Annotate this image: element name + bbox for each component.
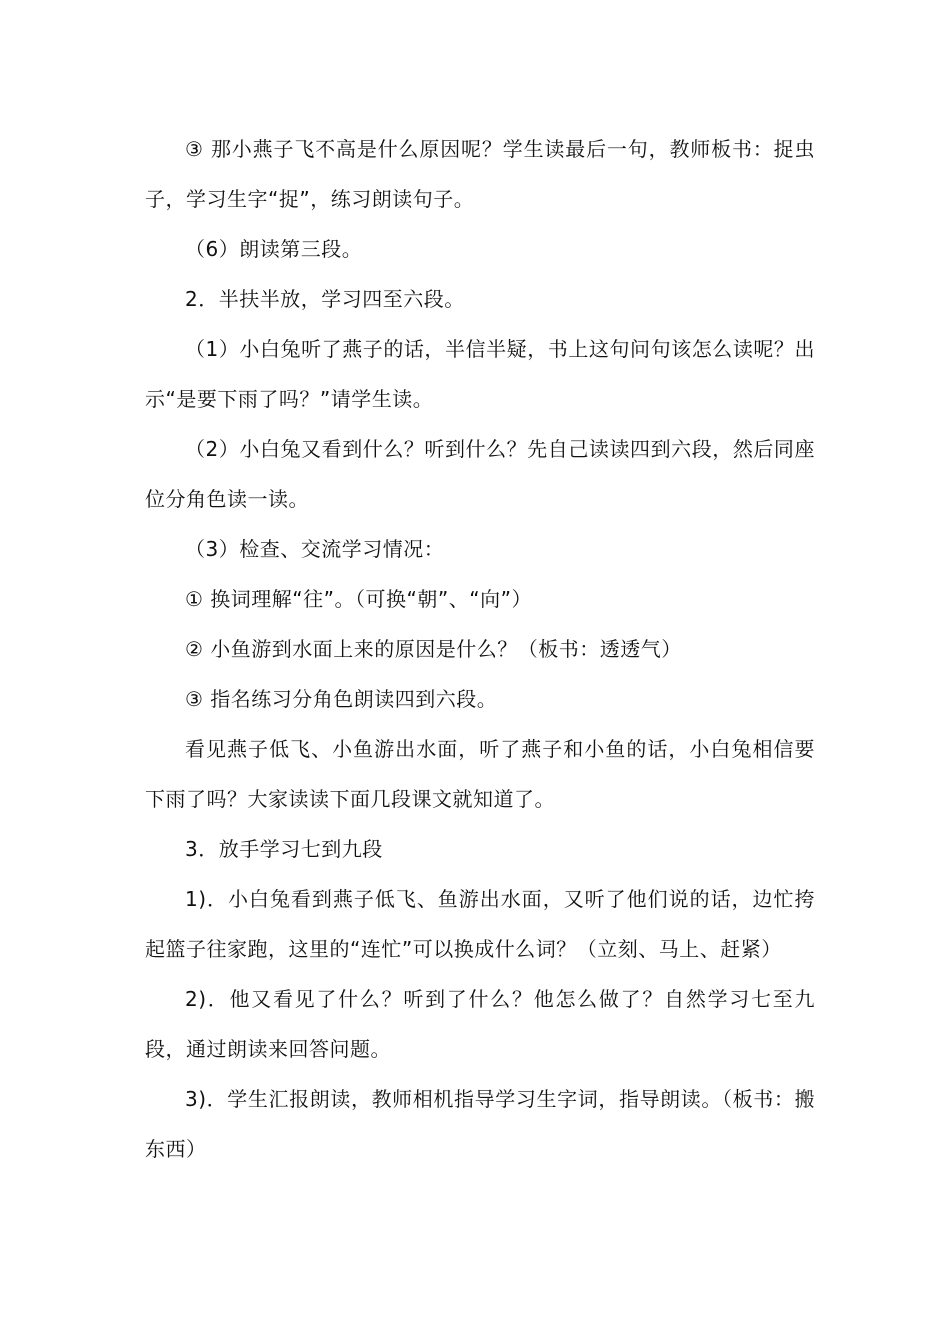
document-body [145, 124, 815, 1174]
paragraph: （3）检查、交流学习情况： [185, 537, 445, 561]
paragraph: 3)．学生汇报朗读，教师相机指导学习生字词，指导朗读。（板书：搬东西） [145, 1087, 815, 1161]
paragraph: 2)．他又看见了什么？听到了什么？他怎么做了？自然学习七至九段，通过朗读来回答问题。 [145, 987, 815, 1061]
paragraph: （1）小白兔听了燕子的话，半信半疑，书上这句问句该怎么读呢？出示“是要下雨了吗？”请学生读。 [145, 337, 815, 411]
paragraph: （2）小白兔又看到什么？听到什么？先自己读读四到六段，然后同座位分角色读一读。 [145, 437, 815, 511]
paragraph: 3．放手学习七到九段 [185, 837, 383, 861]
paragraph: （6）朗读第三段。 [185, 237, 363, 261]
paragraph: ② 小鱼游到水面上来的原因是什么？（板书：透透气） [185, 637, 682, 661]
paragraph: 1)．小白兔看到燕子低飞、鱼游出水面，又听了他们说的话，边忙挎起篮子往家跑，这里的“连忙”可以换成什么词？（立刻、马上、赶紧） [145, 887, 815, 961]
paragraph: ① 换词理解“往”。（可换“朝”、“向”） [185, 587, 532, 611]
paragraph: 看见燕子低飞、小鱼游出水面，听了燕子和小鱼的话，小白兔相信要下雨了吗？大家读读下面几段课文就知道了。 [145, 737, 815, 811]
paragraph: 2．半扶半放，学习四至六段。 [185, 287, 465, 311]
paragraph: ③ 那小燕子飞不高是什么原因呢？学生读最后一句，教师板书：捉虫子，学习生字“捉”，练习朗读句子。 [145, 137, 815, 211]
paragraph: ③ 指名练习分角色朗读四到六段。 [185, 687, 498, 711]
